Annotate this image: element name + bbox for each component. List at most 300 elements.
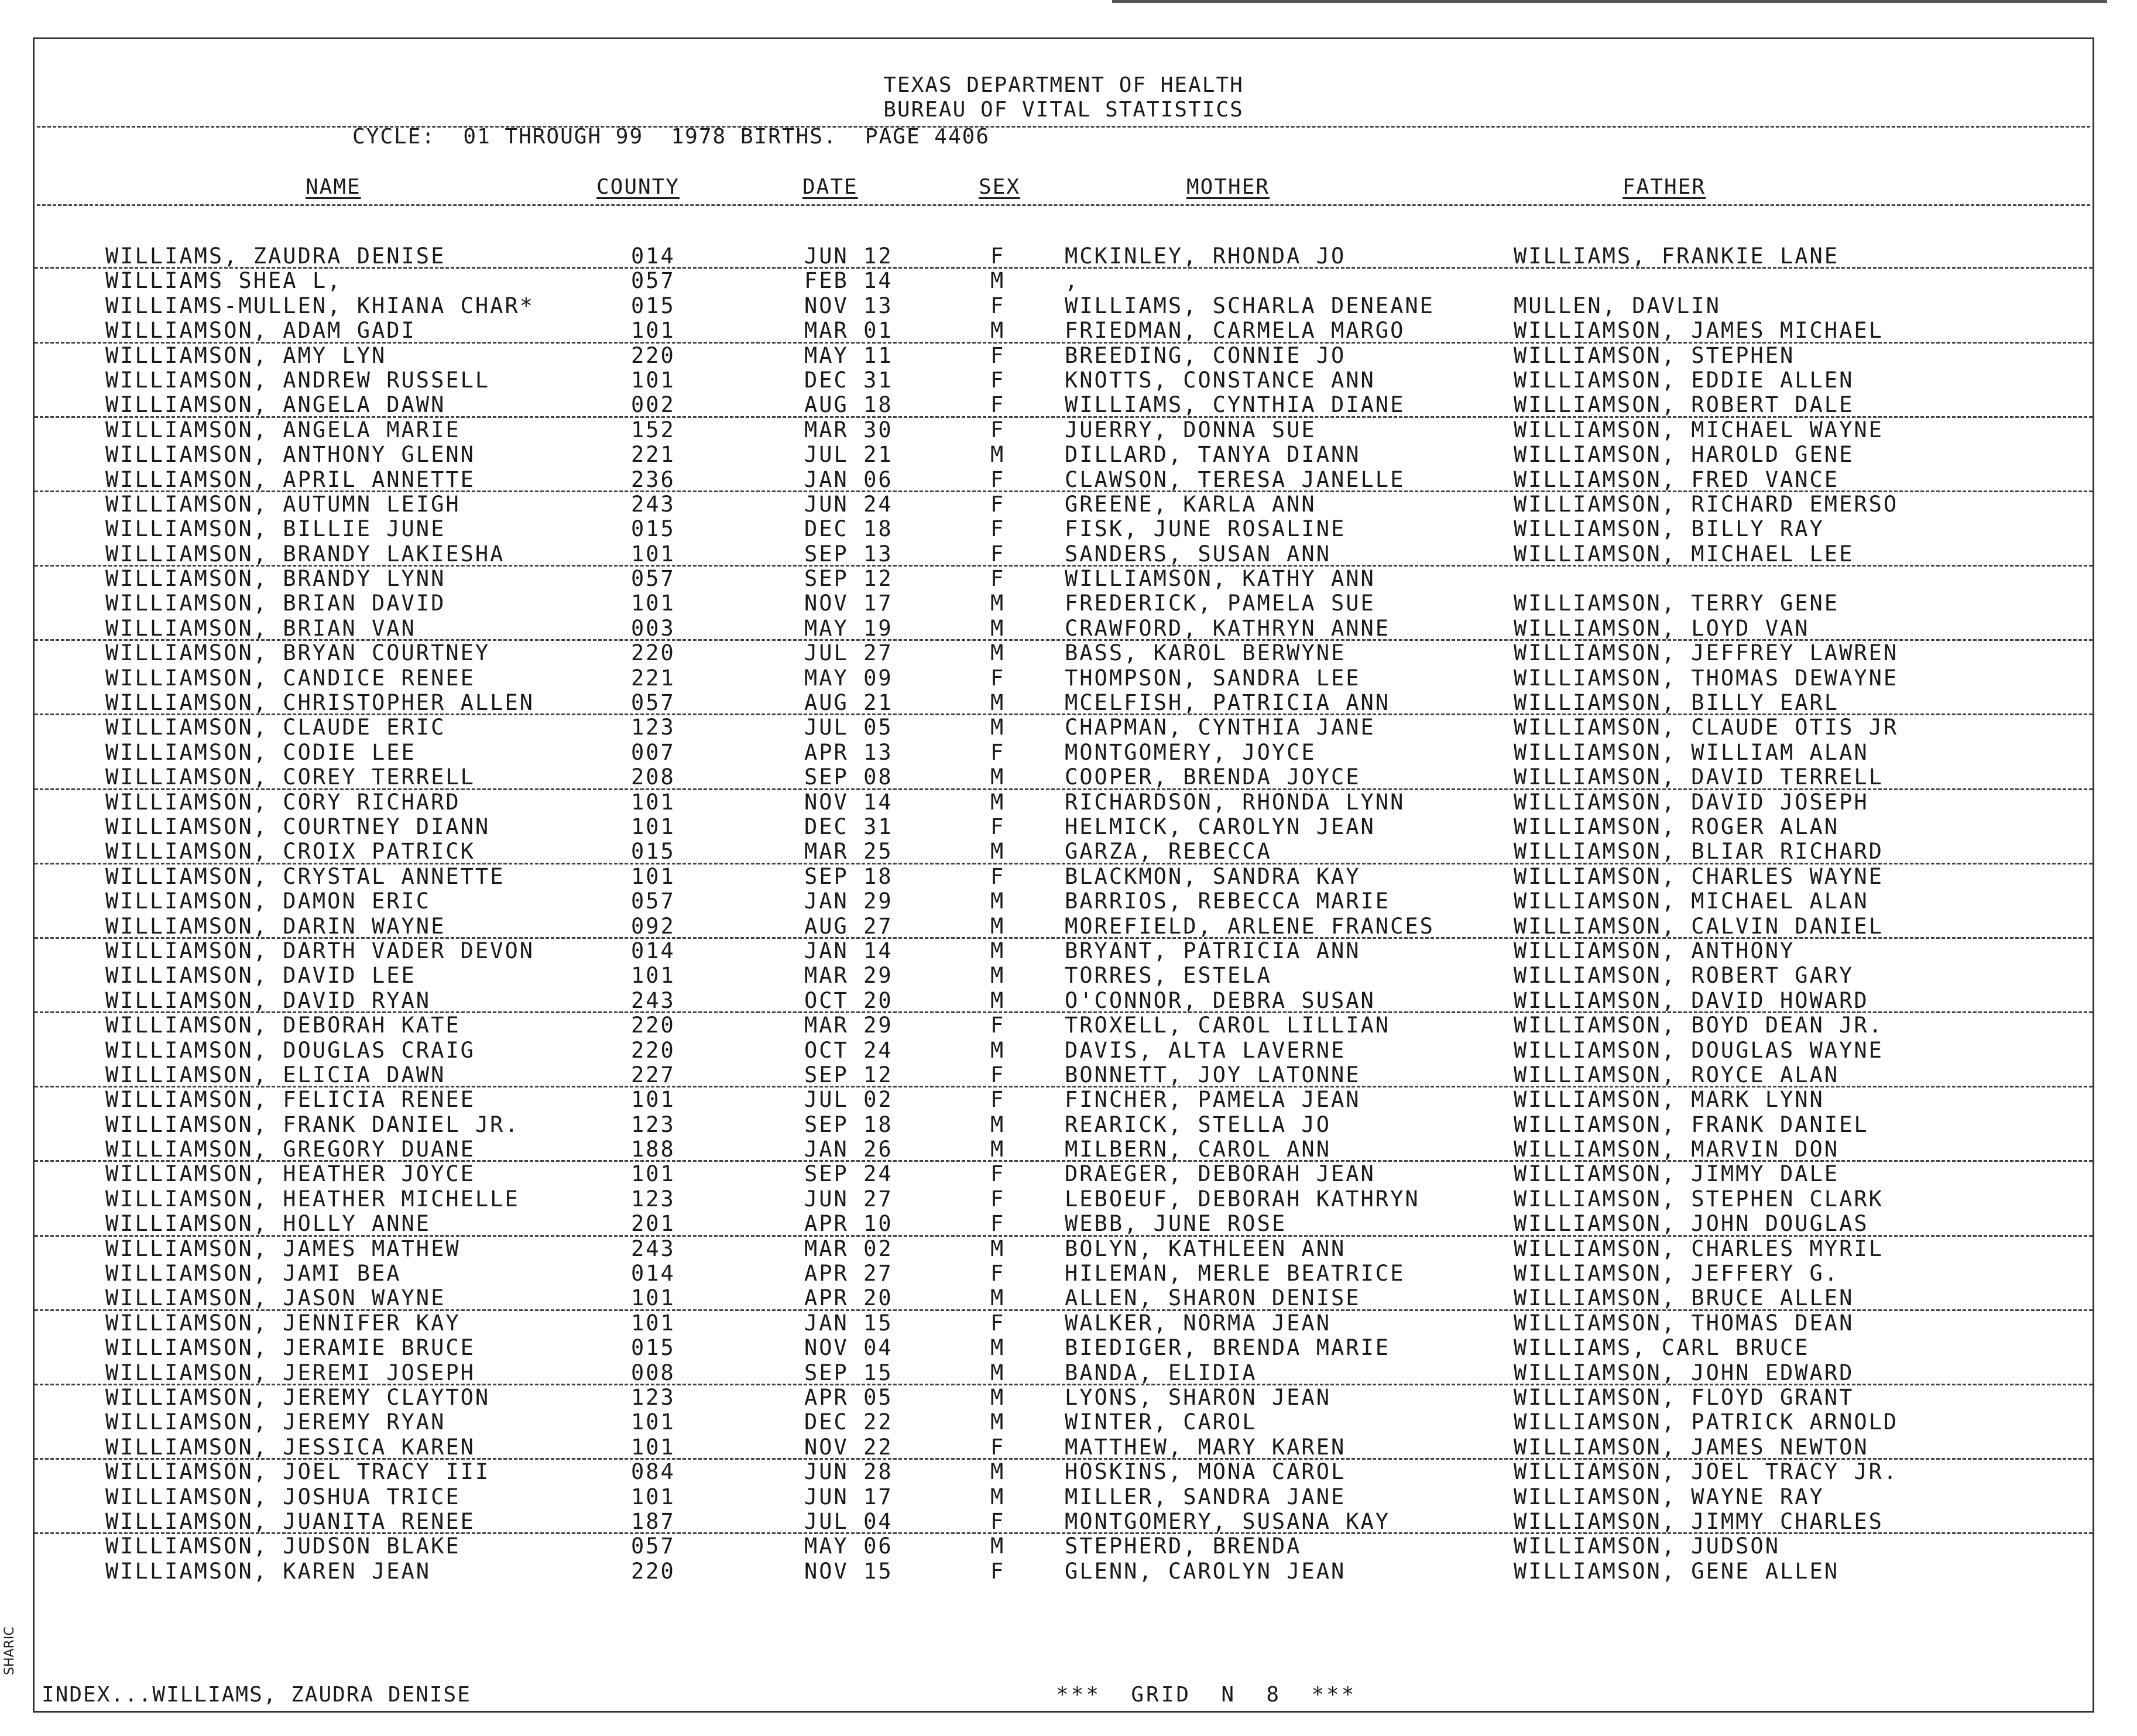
record-date: OCT 24 [804, 1037, 893, 1063]
record-county: 221 [631, 665, 675, 691]
record-mother: BOLYN, KATHLEEN ANN [1065, 1236, 1346, 1261]
record-sex: F [990, 863, 1006, 889]
record-name: WILLIAMSON, BRANDY LYNN [105, 566, 446, 592]
col-header-name: NAME [306, 175, 361, 199]
record-sex: M [990, 690, 1006, 716]
record-date: JAN 26 [804, 1137, 893, 1162]
record-mother: GREENE, KARLA ANN [1065, 491, 1316, 517]
record-date: DEC 31 [804, 367, 893, 393]
record-sex: M [990, 318, 1006, 344]
record-row [35, 1237, 2093, 1261]
record-county: 101 [631, 963, 675, 989]
record-name: WILLIAMSON, CROIX PATRICK [105, 839, 475, 864]
record-name: WILLIAMSON, JENNIFER KAY [105, 1310, 461, 1336]
record-sex: F [990, 566, 1006, 592]
record-row [35, 691, 2093, 715]
record-row [35, 1385, 2093, 1410]
record-mother: FRIEDMAN, CARMELA MARGO [1065, 318, 1405, 344]
record-mother: DILLARD, TANYA DIANN [1065, 442, 1361, 468]
record-mother: COOPER, BRENDA JOYCE [1065, 764, 1361, 790]
record-date: FEB 14 [804, 268, 893, 294]
record-row [35, 839, 2093, 864]
record-sex: M [990, 1360, 1006, 1385]
record-sex: M [990, 268, 1006, 294]
record-mother: BONNETT, JOY LATONNE [1065, 1062, 1361, 1087]
record-sex: M [990, 715, 1006, 740]
record-father: WILLIAMSON, JIMMY DALE [1514, 1161, 1840, 1187]
record-mother: REARICK, STELLA JO [1065, 1111, 1331, 1137]
record-father: WILLIAMSON, BRUCE ALLEN [1514, 1285, 1854, 1311]
record-row [35, 815, 2093, 839]
record-name: WILLIAMSON, CLAUDE ERIC [105, 715, 446, 740]
record-father: WILLIAMSON, JEFFREY LAWREN [1514, 640, 1899, 666]
record-name: WILLIAMSON, JUANITA RENEE [105, 1508, 475, 1534]
record-name: WILLIAMSON, BRIAN VAN [105, 615, 416, 641]
record-name: WILLIAMSON, CANDICE RENEE [105, 665, 475, 691]
record-mother: DAVIS, ALTA LAVERNE [1065, 1037, 1346, 1063]
record-father: WILLIAMSON, MICHAEL ALAN [1514, 888, 1869, 914]
record-county: 015 [631, 839, 675, 864]
record-county: 101 [631, 367, 675, 393]
record-father: WILLIAMSON, PATRICK ARNOLD [1514, 1409, 1899, 1435]
record-sex: F [990, 1261, 1006, 1286]
record-date: SEP 18 [804, 863, 893, 889]
record-mother: CLAWSON, TERESA JANELLE [1065, 466, 1405, 492]
record-sex: M [990, 1236, 1006, 1261]
record-mother: BARRIOS, REBECCA MARIE [1065, 888, 1391, 914]
record-father: WILLIAMS, FRANKIE LANE [1514, 243, 1840, 269]
record-name: WILLIAMS SHEA L, [105, 268, 342, 294]
record-row [35, 517, 2093, 541]
record-mother: MATTHEW, MARY KAREN [1065, 1434, 1346, 1460]
record-sex: F [990, 293, 1006, 318]
record-father: WILLIAMSON, JIMMY CHARLES [1514, 1508, 1884, 1534]
record-date: NOV 22 [804, 1434, 893, 1460]
record-mother: BANDA, ELIDIA [1065, 1360, 1257, 1385]
record-row [35, 1212, 2093, 1236]
record-name: WILLIAMSON, HEATHER MICHELLE [105, 1186, 520, 1212]
record-date: MAR 02 [804, 1236, 893, 1261]
record-sex: M [990, 987, 1006, 1013]
record-name: WILLIAMSON, ANDREW RUSSELL [105, 367, 490, 393]
record-sex: M [990, 1285, 1006, 1311]
record-father: WILLIAMSON, ROBERT DALE [1514, 392, 1854, 418]
record-mother: LEBOEUF, DEBORAH KATHRYN [1065, 1186, 1420, 1212]
record-father: WILLIAMSON, FRANK DANIEL [1514, 1111, 1869, 1137]
record-sex: M [990, 591, 1006, 616]
record-father: WILLIAMSON, JOEL TRACY JR. [1514, 1459, 1899, 1485]
record-date: MAY 09 [804, 665, 893, 691]
record-county: 015 [631, 293, 675, 318]
record-county: 084 [631, 1459, 675, 1485]
record-father: WILLIAMSON, JAMES NEWTON [1514, 1434, 1869, 1460]
record-name: WILLIAMSON, JAMES MATHEW [105, 1236, 461, 1261]
record-name: WILLIAMSON, HEATHER JOYCE [105, 1161, 475, 1187]
record-county: 220 [631, 1558, 675, 1584]
record-county: 220 [631, 640, 675, 666]
record-father: WILLIAMSON, MARVIN DON [1514, 1137, 1840, 1162]
record-father: WILLIAMSON, HAROLD GENE [1514, 442, 1854, 468]
record-mother: BRYANT, PATRICIA ANN [1065, 938, 1361, 963]
record-sex: F [990, 1211, 1006, 1237]
record-date: JUL 05 [804, 715, 893, 740]
record-mother: WILLIAMS, SCHARLA DENEANE [1065, 293, 1435, 318]
record-father: WILLIAMSON, JOHN DOUGLAS [1514, 1211, 1869, 1237]
record-sex: F [990, 814, 1006, 839]
index-footer: INDEX...WILLIAMS, ZAUDRA DENISE [42, 1683, 471, 1707]
record-row [35, 344, 2093, 368]
record-date: JUN 12 [804, 243, 893, 269]
record-mother: STEPHERD, BRENDA [1065, 1533, 1302, 1559]
record-date: NOV 14 [804, 789, 893, 815]
record-father: WILLIAMS, CARL BRUCE [1514, 1335, 1810, 1361]
record-sex: F [990, 1062, 1006, 1087]
record-sex: F [990, 1310, 1006, 1336]
record-mother: WEBB, JUNE ROSE [1065, 1211, 1287, 1237]
record-mother: JUERRY, DONNA SUE [1065, 417, 1316, 442]
record-mother: WALKER, NORMA JEAN [1065, 1310, 1331, 1336]
record-mother: RICHARDSON, RHONDA LYNN [1065, 789, 1405, 815]
record-mother: FINCHER, PAMELA JEAN [1065, 1087, 1361, 1113]
record-name: WILLIAMSON, JEREMI JOSEPH [105, 1360, 475, 1385]
record-sex: M [990, 888, 1006, 914]
record-name: WILLIAMS-MULLEN, KHIANA CHAR* [105, 293, 535, 318]
record-row [35, 939, 2093, 963]
record-father: WILLIAMSON, CHARLES MYRIL [1514, 1236, 1884, 1261]
record-father: WILLIAMSON, DAVID HOWARD [1514, 987, 1869, 1013]
record-mother: WINTER, CAROL [1065, 1409, 1257, 1435]
record-father: WILLIAMSON, MICHAEL WAYNE [1514, 417, 1884, 442]
record-sex: M [990, 640, 1006, 666]
record-father: WILLIAMSON, WAYNE RAY [1514, 1484, 1824, 1509]
record-county: 236 [631, 466, 675, 492]
record-father: WILLIAMSON, LOYD VAN [1514, 615, 1810, 641]
record-name: WILLIAMSON, JUDSON BLAKE [105, 1533, 461, 1559]
record-father: WILLIAMSON, THOMAS DEAN [1514, 1310, 1854, 1336]
record-row [35, 468, 2093, 492]
record-father: WILLIAMSON, JAMES MICHAEL [1514, 318, 1884, 344]
record-sex: M [990, 913, 1006, 939]
record-name: WILLIAMSON, FELICIA RENEE [105, 1087, 475, 1113]
record-sex: M [990, 963, 1006, 989]
record-mother: HOSKINS, MONA CAROL [1065, 1459, 1346, 1485]
record-name: WILLIAMSON, COREY TERRELL [105, 764, 475, 790]
record-date: NOV 17 [804, 591, 893, 616]
record-father: WILLIAMSON, BILLY RAY [1514, 516, 1824, 542]
record-date: SEP 12 [804, 566, 893, 592]
record-sex: M [990, 1409, 1006, 1435]
record-county: 057 [631, 1533, 675, 1559]
record-row [35, 1187, 2093, 1212]
record-date: MAR 25 [804, 839, 893, 864]
record-mother: HELMICK, CAROLYN JEAN [1065, 814, 1375, 839]
record-father: WILLIAMSON, EDDIE ALLEN [1514, 367, 1854, 393]
record-date: NOV 04 [804, 1335, 893, 1361]
side-mark: SHARIC [2, 1627, 17, 1675]
record-date: AUG 21 [804, 690, 893, 716]
record-mother: THOMPSON, SANDRA LEE [1065, 665, 1361, 691]
record-sex: F [990, 1508, 1006, 1534]
record-sex: F [990, 1186, 1006, 1212]
record-mother: MCELFISH, PATRICIA ANN [1065, 690, 1391, 716]
record-name: WILLIAMSON, DAVID LEE [105, 963, 416, 989]
record-mother: WILLIAMSON, KATHY ANN [1065, 566, 1375, 592]
record-date: MAR 29 [804, 1013, 893, 1038]
record-father: WILLIAMSON, CALVIN DANIEL [1514, 913, 1884, 939]
record-name: WILLIAMSON, JOSHUA TRICE [105, 1484, 461, 1509]
record-county: 015 [631, 516, 675, 542]
record-date: JAN 29 [804, 888, 893, 914]
record-county: 123 [631, 1111, 675, 1137]
record-mother: MILLER, SANDRA JANE [1065, 1484, 1346, 1509]
record-row [35, 393, 2093, 417]
record-county: 101 [631, 591, 675, 616]
record-county: 243 [631, 987, 675, 1013]
record-row [35, 542, 2093, 567]
record-date: MAY 19 [804, 615, 893, 641]
record-father: WILLIAMSON, STEPHEN [1514, 342, 1795, 368]
record-date: JUN 27 [804, 1186, 893, 1212]
record-father: WILLIAMSON, ROYCE ALAN [1514, 1062, 1840, 1087]
record-mother: HILEMAN, MERLE BEATRICE [1065, 1261, 1405, 1286]
record-row [35, 1509, 2093, 1534]
record-date: SEP 18 [804, 1111, 893, 1137]
col-header-date: DATE [802, 175, 858, 199]
record-sex: F [990, 243, 1006, 269]
record-father: WILLIAMSON, STEPHEN CLARK [1514, 1186, 1884, 1212]
record-sex: F [990, 367, 1006, 393]
record-father: WILLIAMSON, DAVID TERRELL [1514, 764, 1884, 790]
record-county: 123 [631, 715, 675, 740]
record-date: SEP 15 [804, 1360, 893, 1385]
bureau-title: BUREAU OF VITAL STATISTICS [883, 98, 1244, 122]
top-edge-rule [1112, 0, 2107, 3]
record-sex: M [990, 615, 1006, 641]
record-sex: F [990, 1013, 1006, 1038]
record-mother: ALLEN, SHARON DENISE [1065, 1285, 1361, 1311]
record-date: DEC 18 [804, 516, 893, 542]
record-father: WILLIAMSON, ANTHONY [1514, 938, 1795, 963]
record-row [35, 914, 2093, 939]
record-father: WILLIAMSON, CLAUDE OTIS JR [1514, 715, 1899, 740]
record-row [35, 1559, 2093, 1584]
record-father: WILLIAMSON, WILLIAM ALAN [1514, 739, 1869, 765]
record-name: WILLIAMS, ZAUDRA DENISE [105, 243, 446, 269]
record-name: WILLIAMSON, BRANDY LAKIESHA [105, 541, 505, 567]
record-county: 057 [631, 690, 675, 716]
record-county: 003 [631, 615, 675, 641]
record-county: 015 [631, 1335, 675, 1361]
grid-footer: *** GRID N 8 *** [1056, 1683, 1357, 1707]
record-county: 220 [631, 342, 675, 368]
record-father: MULLEN, DAVLIN [1514, 293, 1721, 318]
record-row [35, 1113, 2093, 1137]
record-county: 101 [631, 541, 675, 567]
record-sex: F [990, 516, 1006, 542]
record-sex: F [990, 1558, 1006, 1584]
cycle-line: CYCLE: 01 THROUGH 99 1978 BIRTHS. PAGE 4406 [352, 125, 990, 149]
record-date: AUG 27 [804, 913, 893, 939]
record-date: JUN 17 [804, 1484, 893, 1509]
record-father: WILLIAMSON, MARK LYNN [1514, 1087, 1824, 1113]
record-sex: M [990, 1384, 1006, 1410]
record-date: JUL 27 [804, 640, 893, 666]
record-name: WILLIAMSON, ANGELA DAWN [105, 392, 446, 418]
record-mother: MCKINLEY, RHONDA JO [1065, 243, 1346, 269]
record-mother: GLENN, CAROLYN JEAN [1065, 1558, 1346, 1584]
record-date: SEP 24 [804, 1161, 893, 1187]
record-date: APR 05 [804, 1384, 893, 1410]
record-county: 002 [631, 392, 675, 418]
record-row [35, 567, 2093, 591]
record-county: 187 [631, 1508, 675, 1534]
record-sex: M [990, 839, 1006, 864]
record-mother: BASS, KAROL BERWYNE [1065, 640, 1346, 666]
header-divider [37, 126, 2090, 128]
record-sex: F [990, 392, 1006, 418]
record-date: SEP 08 [804, 764, 893, 790]
record-name: WILLIAMSON, CORY RICHARD [105, 789, 461, 815]
record-name: WILLIAMSON, DARTH VADER DEVON [105, 938, 535, 963]
record-row [35, 641, 2093, 665]
record-row [35, 418, 2093, 442]
record-county: 057 [631, 888, 675, 914]
record-mother: MONTGOMERY, SUSANA KAY [1065, 1508, 1391, 1534]
record-county: 101 [631, 1310, 675, 1336]
records-list [35, 244, 2093, 1584]
record-name: WILLIAMSON, APRIL ANNETTE [105, 466, 475, 492]
record-date: OCT 20 [804, 987, 893, 1013]
record-date: JUN 28 [804, 1459, 893, 1485]
record-county: 008 [631, 1360, 675, 1385]
record-date: JAN 06 [804, 466, 893, 492]
record-sex: M [990, 1459, 1006, 1485]
record-row [35, 1261, 2093, 1286]
record-mother: WILLIAMS, CYNTHIA DIANE [1065, 392, 1405, 418]
record-name: WILLIAMSON, GREGORY DUANE [105, 1137, 475, 1162]
record-sex: F [990, 466, 1006, 492]
record-county: 101 [631, 814, 675, 839]
record-county: 014 [631, 243, 675, 269]
record-row [35, 1137, 2093, 1162]
record-name: WILLIAMSON, ELICIA DAWN [105, 1062, 446, 1087]
record-date: SEP 13 [804, 541, 893, 567]
record-row [35, 1410, 2093, 1435]
record-sex: F [990, 665, 1006, 691]
record-name: WILLIAMSON, DOUGLAS CRAIG [105, 1037, 475, 1063]
record-sex: M [990, 789, 1006, 815]
record-county: 220 [631, 1037, 675, 1063]
col-header-sex: SEX [979, 175, 1021, 199]
record-father: WILLIAMSON, BOYD DEAN JR. [1514, 1013, 1884, 1038]
record-father: WILLIAMSON, JEFFERY G. [1514, 1261, 1840, 1286]
record-mother: GARZA, REBECCA [1065, 839, 1272, 864]
record-name: WILLIAMSON, DARIN WAYNE [105, 913, 446, 939]
record-row [35, 442, 2093, 467]
record-date: SEP 12 [804, 1062, 893, 1087]
record-name: WILLIAMSON, JAMI BEA [105, 1261, 402, 1286]
record-row [35, 1435, 2093, 1460]
record-date: JUL 04 [804, 1508, 893, 1534]
record-name: WILLIAMSON, DAVID RYAN [105, 987, 431, 1013]
record-county: 101 [631, 1409, 675, 1435]
record-mother: MILBERN, CAROL ANN [1065, 1137, 1331, 1162]
record-name: WILLIAMSON, FRANK DANIEL JR. [105, 1111, 520, 1137]
record-row [35, 1286, 2093, 1310]
record-mother: TORRES, ESTELA [1065, 963, 1272, 989]
record-mother: O'CONNOR, DEBRA SUSAN [1065, 987, 1375, 1013]
record-county: 152 [631, 417, 675, 442]
record-row [35, 368, 2093, 393]
record-name: WILLIAMSON, BRIAN DAVID [105, 591, 446, 616]
record-date: DEC 22 [804, 1409, 893, 1435]
col-header-county: COUNTY [596, 175, 680, 199]
record-row [35, 591, 2093, 616]
record-name: WILLIAMSON, HOLLY ANNE [105, 1211, 431, 1237]
record-mother: BLACKMON, SANDRA KAY [1065, 863, 1361, 889]
record-row [35, 889, 2093, 914]
record-county: 123 [631, 1186, 675, 1212]
record-father: WILLIAMSON, DAVID JOSEPH [1514, 789, 1869, 815]
record-mother: FISK, JUNE ROSALINE [1065, 516, 1346, 542]
record-county: 101 [631, 318, 675, 344]
record-father: WILLIAMSON, BILLY EARL [1514, 690, 1840, 716]
record-row [35, 244, 2093, 269]
record-date: JAN 14 [804, 938, 893, 963]
record-date: JUN 24 [804, 491, 893, 517]
record-row [35, 318, 2093, 343]
record-row [35, 1162, 2093, 1186]
record-name: WILLIAMSON, JESSICA KAREN [105, 1434, 475, 1460]
record-row [35, 1485, 2093, 1509]
record-row [35, 666, 2093, 691]
record-father: WILLIAMSON, THOMAS DEWAYNE [1514, 665, 1899, 691]
record-mother: BIEDIGER, BRENDA MARIE [1065, 1335, 1391, 1361]
record-row [35, 492, 2093, 517]
record-mother: FREDERICK, PAMELA SUE [1065, 591, 1375, 616]
record-county: 220 [631, 1013, 675, 1038]
record-sex: M [990, 764, 1006, 790]
record-father: WILLIAMSON, ROBERT GARY [1514, 963, 1854, 989]
record-county: 201 [631, 1211, 675, 1237]
record-sex: F [990, 1161, 1006, 1187]
record-name: WILLIAMSON, JOEL TRACY III [105, 1459, 490, 1485]
record-row [35, 864, 2093, 889]
record-name: WILLIAMSON, ADAM GADI [105, 318, 416, 344]
record-row [35, 1063, 2093, 1087]
record-father: WILLIAMSON, DOUGLAS WAYNE [1514, 1037, 1884, 1063]
record-county: 092 [631, 913, 675, 939]
record-sex: M [990, 938, 1006, 963]
record-name: WILLIAMSON, AMY LYN [105, 342, 387, 368]
record-county: 007 [631, 739, 675, 765]
record-county: 208 [631, 764, 675, 790]
record-date: JUL 02 [804, 1087, 893, 1113]
record-date: AUG 18 [804, 392, 893, 418]
record-row [35, 1038, 2093, 1063]
record-name: WILLIAMSON, DEBORAH KATE [105, 1013, 461, 1038]
record-row [35, 715, 2093, 740]
record-row [35, 1336, 2093, 1360]
record-mother: TROXELL, CAROL LILLIAN [1065, 1013, 1391, 1038]
record-mother: DRAEGER, DEBORAH JEAN [1065, 1161, 1375, 1187]
department-title: TEXAS DEPARTMENT OF HEALTH [883, 73, 1244, 97]
record-county: 101 [631, 1434, 675, 1460]
record-name: WILLIAMSON, BILLIE JUNE [105, 516, 446, 542]
record-mother: MONTGOMERY, JOYCE [1065, 739, 1316, 765]
record-county: 243 [631, 491, 675, 517]
record-father: WILLIAMSON, FRED VANCE [1514, 466, 1840, 492]
